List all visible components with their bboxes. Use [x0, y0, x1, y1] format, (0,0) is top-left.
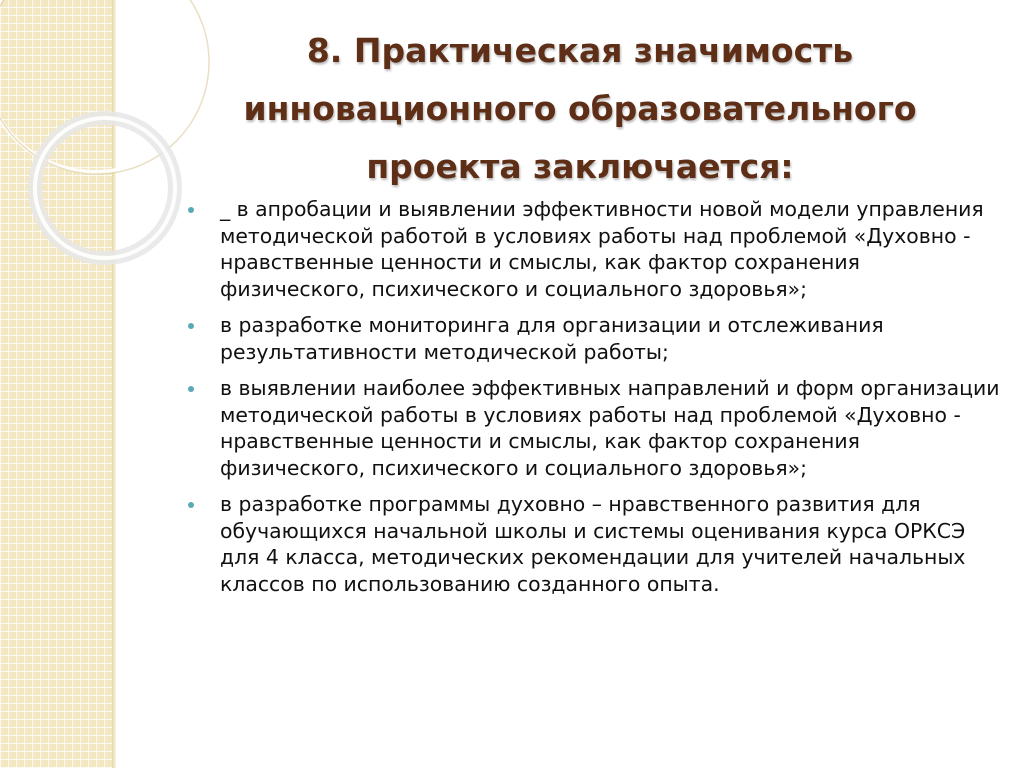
bullet-dot-icon — [188, 207, 194, 213]
bullet-dot-icon — [188, 386, 194, 392]
bullet-item — [188, 375, 1003, 481]
bullet-item — [188, 491, 1003, 597]
slide-title: 8. Практическая значимость инновационного образовательного проекта заключается: — [243, 31, 917, 186]
bullet-dot-icon — [188, 502, 194, 508]
small-ring-highlight — [35, 118, 175, 258]
bullet-text: _ в апробации и выявлении эффективности новой модели управления методической работой в условиях работы над проблемой «Духовно - нравственные ценности и смыслы, как фактор сохранения физического, психического и социального здоровья»; — [220, 197, 984, 301]
large-ring — [0, 0, 207, 172]
bullet-text: в разработке мониторинга для организации и отслеживания результативности методической работы; — [220, 313, 884, 364]
bullet-list — [188, 196, 1003, 607]
bullet-text: в выявлении наиболее эффективных направлений и форм организации методической работы в условиях работы над проблемой «Духовно - нравственные ценности и смыслы, как фактор сохранения физического, психического и социального здоровья»; — [220, 376, 1000, 480]
bullet-dot-icon — [188, 323, 194, 329]
large-ring-shadow — [0, 0, 209, 174]
bullet-text: в разработке программы духовно – нравственного развития для обучающихся начальной школы и системы оценивания курса ОРКСЭ для 4 класса, методических рекомендации для учителей начальных классов по использованию созданного опыта. — [220, 492, 966, 596]
bullet-item — [188, 196, 1003, 302]
bullet-item — [188, 312, 1003, 365]
